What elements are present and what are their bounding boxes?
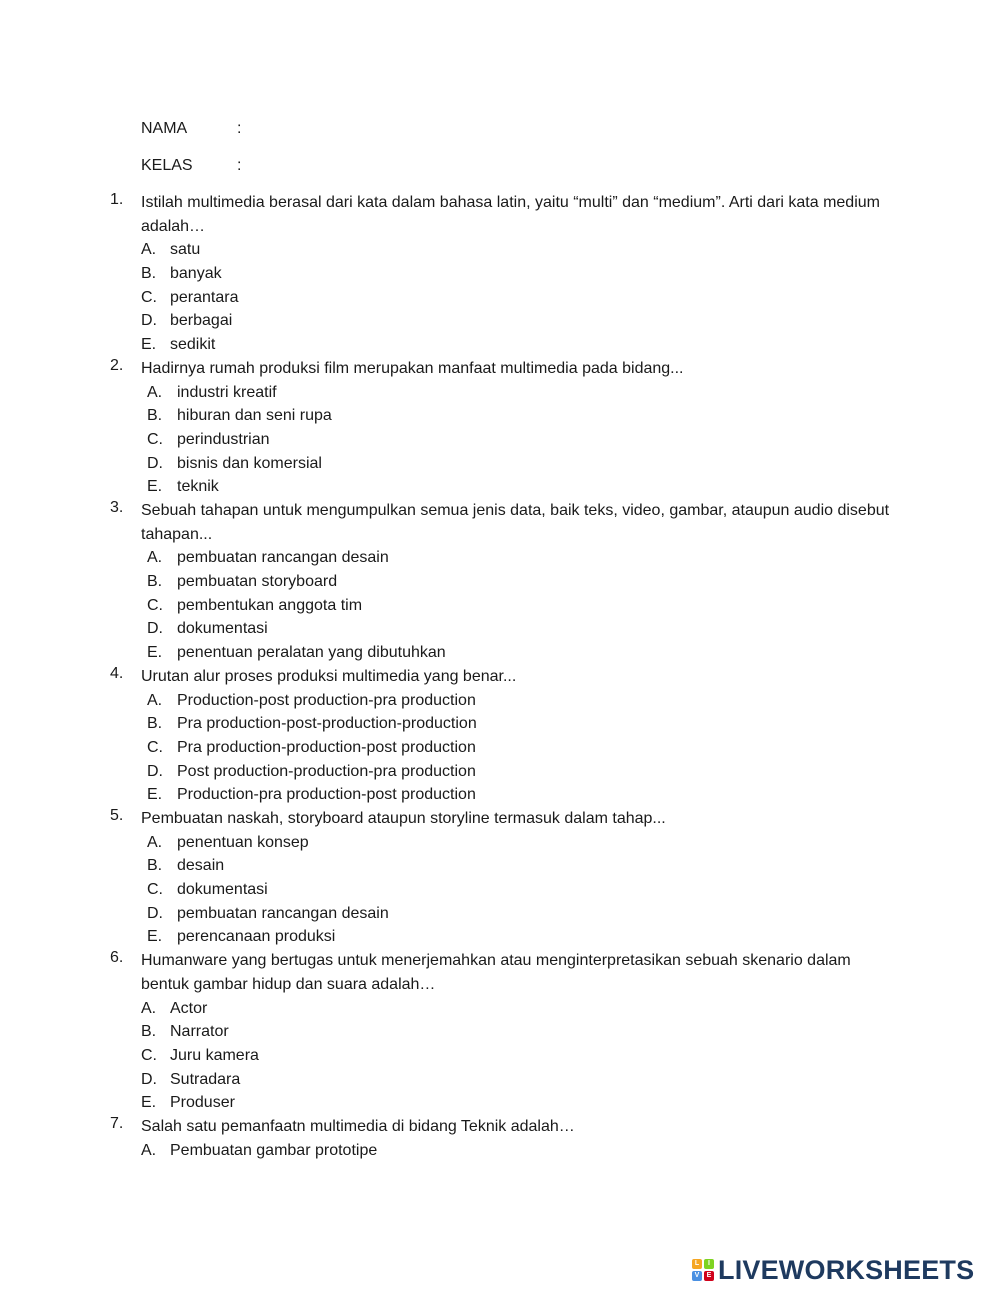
question-number: 5. <box>110 806 124 824</box>
option-letter: C. <box>141 288 157 306</box>
answer-option[interactable] <box>110 381 890 405</box>
option-list <box>110 997 890 1115</box>
option-text: hiburan dan seni rupa <box>177 407 332 425</box>
option-text: Actor <box>170 999 208 1017</box>
option-list <box>110 1139 890 1163</box>
logo-tile: E <box>704 1271 714 1281</box>
question-text: Sebuah tahapan untuk mengumpulkan semua jenis data, baik teks, video, gambar, ataupun audio disebut tahapan... <box>141 501 890 543</box>
option-letter: A. <box>147 549 163 567</box>
option-letter: B. <box>141 1023 157 1041</box>
question-number: 6. <box>110 949 124 967</box>
question-6 <box>110 949 890 1115</box>
question-text: Urutan alur proses produksi multimedia yang benar... <box>141 667 517 685</box>
option-letter: E. <box>141 1094 157 1112</box>
question-1 <box>110 191 890 357</box>
question-number: 7. <box>110 1114 124 1132</box>
logo-tile: I <box>704 1259 714 1269</box>
option-text: industri kreatif <box>177 383 277 401</box>
answer-option[interactable] <box>110 1091 890 1115</box>
answer-option[interactable] <box>110 1139 890 1163</box>
option-text: dokumentasi <box>177 620 268 638</box>
question-stem <box>110 807 890 831</box>
nama-row <box>141 119 241 139</box>
question-stem <box>110 499 890 546</box>
answer-option[interactable] <box>110 475 890 499</box>
answer-option[interactable] <box>110 689 890 713</box>
answer-option[interactable] <box>110 854 890 878</box>
question-text: Pembuatan naskah, storyboard ataupun storyline termasuk dalam tahap... <box>141 809 666 827</box>
option-text: penentuan konsep <box>177 833 309 851</box>
option-letter: B. <box>147 407 163 425</box>
option-letter: D. <box>147 454 163 472</box>
question-list <box>110 191 890 1162</box>
question-4 <box>110 665 890 807</box>
option-text: Juru kamera <box>170 1046 259 1064</box>
option-text: berbagai <box>170 312 233 330</box>
nama-label: NAMA <box>141 120 188 137</box>
question-stem <box>110 665 890 689</box>
option-letter: E. <box>141 336 157 354</box>
answer-option[interactable] <box>110 309 890 333</box>
answer-option[interactable] <box>110 925 890 949</box>
option-letter: E. <box>147 928 163 946</box>
question-text: Hadirnya rumah produksi film merupakan manfaat multimedia pada bidang... <box>141 359 684 377</box>
logo-tile: L <box>692 1259 702 1269</box>
option-letter: D. <box>141 1070 157 1088</box>
option-letter: E. <box>147 644 163 662</box>
answer-option[interactable] <box>110 641 890 665</box>
question-text: Humanware yang bertugas untuk menerjemahkan atau menginterpretasikan sebuah skenario dalam bentuk gambar hidup dan suara adalah… <box>141 952 851 993</box>
answer-option[interactable] <box>110 617 890 641</box>
answer-option[interactable] <box>110 286 890 310</box>
option-text: banyak <box>170 265 222 283</box>
question-text: Istilah multimedia berasal dari kata dalam bahasa latin, yaitu “multi” dan “medium”. Arti dari kata medium adalah… <box>141 194 880 235</box>
option-letter: A. <box>147 383 163 401</box>
question-stem <box>110 357 890 381</box>
question-5 <box>110 807 890 949</box>
option-letter: C. <box>147 430 163 448</box>
option-letter: B. <box>147 715 163 733</box>
answer-option[interactable] <box>110 997 890 1021</box>
option-letter: B. <box>141 265 157 283</box>
answer-option[interactable] <box>110 594 890 618</box>
logo-text: LIVEWORKSHEETS <box>718 1254 975 1285</box>
answer-option[interactable] <box>110 878 890 902</box>
option-letter: D. <box>147 620 163 638</box>
question-2 <box>110 357 890 499</box>
option-text: Production-post production-pra production <box>177 691 476 709</box>
answer-option[interactable] <box>110 831 890 855</box>
option-text: pembuatan storyboard <box>177 573 338 591</box>
option-letter: C. <box>147 596 163 614</box>
option-letter: D. <box>141 312 157 330</box>
answer-option[interactable] <box>110 333 890 357</box>
kelas-row <box>141 156 241 176</box>
question-3 <box>110 499 890 665</box>
option-letter: A. <box>141 1141 157 1159</box>
option-text: Pra production-post-production-production <box>177 715 477 733</box>
question-stem <box>110 191 890 238</box>
option-list <box>110 381 890 499</box>
option-letter: A. <box>147 691 163 709</box>
option-text: desain <box>177 857 225 875</box>
logo-tile: V <box>692 1271 702 1281</box>
answer-option[interactable] <box>110 238 890 262</box>
option-text: dokumentasi <box>177 881 268 899</box>
answer-option[interactable] <box>110 1068 890 1092</box>
question-stem <box>110 949 890 996</box>
option-list <box>110 238 890 356</box>
answer-option[interactable] <box>110 262 890 286</box>
option-letter: D. <box>147 762 163 780</box>
answer-option[interactable] <box>110 428 890 452</box>
option-text: bisnis dan komersial <box>177 454 322 472</box>
option-letter: C. <box>141 1046 157 1064</box>
question-stem <box>110 1115 890 1139</box>
option-text: Production-pra production-post production <box>177 786 476 804</box>
option-letter: E. <box>147 786 163 804</box>
answer-option[interactable] <box>110 736 890 760</box>
option-letter: B. <box>147 573 163 591</box>
option-letter: A. <box>141 999 157 1017</box>
option-list <box>110 831 890 949</box>
question-7 <box>110 1115 890 1162</box>
liveworksheets-logo <box>692 1255 974 1285</box>
kelas-separator: : <box>237 157 242 174</box>
kelas-label: KELAS <box>141 157 193 174</box>
answer-option[interactable] <box>110 760 890 784</box>
logo-grid-icon <box>692 1259 714 1281</box>
option-text: teknik <box>177 478 219 496</box>
question-number: 3. <box>110 498 124 516</box>
question-number: 2. <box>110 356 124 374</box>
answer-option[interactable] <box>110 452 890 476</box>
option-letter: C. <box>147 881 163 899</box>
answer-option[interactable] <box>110 570 890 594</box>
option-text: Pembuatan gambar prototipe <box>170 1141 378 1159</box>
option-text: Sutradara <box>170 1070 241 1088</box>
option-text: pembentukan anggota tim <box>177 596 363 614</box>
question-text: Salah satu pemanfaatn multimedia di bidang Teknik adalah… <box>141 1117 575 1135</box>
option-text: perindustrian <box>177 430 270 448</box>
option-letter: B. <box>147 857 163 875</box>
option-list <box>110 546 890 664</box>
option-text: pembuatan rancangan desain <box>177 904 389 922</box>
option-text: pembuatan rancangan desain <box>177 549 389 567</box>
option-text: perencanaan produksi <box>177 928 336 946</box>
option-text: Produser <box>170 1094 235 1112</box>
answer-option[interactable] <box>110 712 890 736</box>
answer-option[interactable] <box>110 902 890 926</box>
option-text: sedikit <box>170 336 216 354</box>
option-text: penentuan peralatan yang dibutuhkan <box>177 644 446 662</box>
option-text: Post production-production-pra production <box>177 762 476 780</box>
option-text: perantara <box>170 288 239 306</box>
option-text: satu <box>170 241 201 259</box>
question-number: 1. <box>110 191 124 208</box>
answer-option[interactable] <box>110 546 890 570</box>
option-letter: D. <box>147 904 163 922</box>
answer-option[interactable] <box>110 783 890 807</box>
answer-option[interactable] <box>110 404 890 428</box>
nama-separator: : <box>237 120 242 137</box>
option-letter: C. <box>147 738 163 756</box>
answer-option[interactable] <box>110 1020 890 1044</box>
question-number: 4. <box>110 664 124 682</box>
option-text: Narrator <box>170 1023 229 1041</box>
option-letter: E. <box>147 478 163 496</box>
option-list <box>110 689 890 807</box>
option-letter: A. <box>141 241 157 259</box>
option-letter: A. <box>147 833 163 851</box>
answer-option[interactable] <box>110 1044 890 1068</box>
option-text: Pra production-production-post production <box>177 738 476 756</box>
